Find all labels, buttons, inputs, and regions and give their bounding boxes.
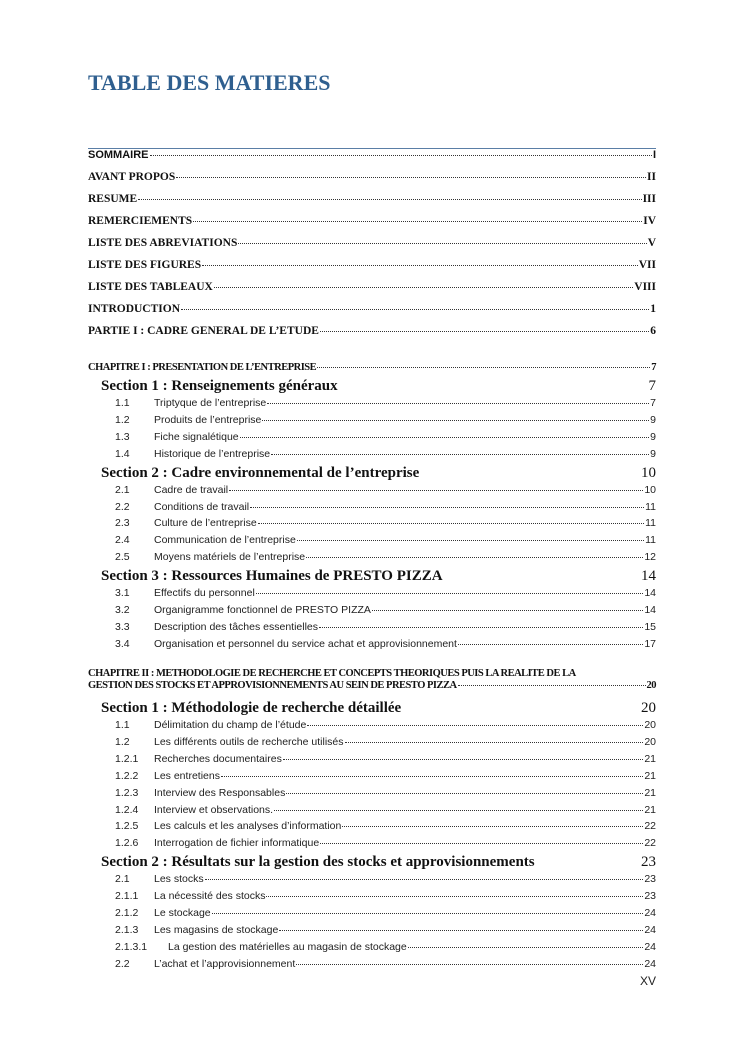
dot-leader <box>317 367 650 368</box>
dot-leader <box>296 964 643 965</box>
dot-leader <box>240 437 650 438</box>
entry-number: 2.2 <box>115 957 130 970</box>
toc-entry[interactable] <box>88 281 656 293</box>
subsection-entry[interactable] <box>115 753 656 765</box>
entry-label: AVANT PROPOS <box>88 171 176 183</box>
entry-page: 7 <box>650 397 656 409</box>
dot-leader <box>279 930 643 931</box>
entry-label: La gestion des matérielles au magasin de stockage <box>168 940 407 953</box>
entry-page: 24 <box>644 940 656 953</box>
entry-page: 1 <box>650 303 656 315</box>
entry-number: 2.1 <box>115 483 130 496</box>
entry-page: 6 <box>650 325 656 337</box>
subsection-entry[interactable] <box>115 414 656 426</box>
subsection-entry[interactable] <box>115 638 656 650</box>
entry-label: Section 3 : Ressources Humaines de PRESTO PIZZA <box>101 568 443 585</box>
entry-label: Délimitation du champ de l’étude <box>154 719 307 731</box>
subsection-entry[interactable] <box>115 736 656 748</box>
entry-number: 3.1 <box>115 587 130 600</box>
entry-page: III <box>642 193 656 205</box>
entry-page: 14 <box>644 587 656 600</box>
subsection-entry[interactable] <box>115 837 656 849</box>
subsection-entry[interactable] <box>115 517 656 529</box>
subsection-entry[interactable] <box>115 787 656 799</box>
entry-page: 20 <box>646 680 656 691</box>
entry-label: INTRODUCTION <box>88 303 181 315</box>
entry-number: 1.2 <box>115 735 130 748</box>
subsection-entry[interactable] <box>115 621 656 633</box>
entry-label: Organisation et personnel du service achat et approvisionnement <box>154 637 457 650</box>
dot-leader <box>458 644 643 645</box>
entry-label: Cadre de travail <box>154 483 229 496</box>
entry-label: Communication de l’entreprise <box>154 534 296 547</box>
section-entry[interactable] <box>101 568 656 585</box>
dot-leader <box>202 265 638 266</box>
dot-leader <box>342 826 643 827</box>
page-number: XV <box>639 974 656 988</box>
chapter-entry[interactable] <box>88 362 656 373</box>
dot-leader <box>271 454 649 455</box>
toc-entry[interactable] <box>88 193 656 205</box>
dot-leader <box>320 843 643 844</box>
entry-label: Section 1 : Méthodologie de recherche détaillée <box>101 700 402 716</box>
dot-leader <box>212 913 644 914</box>
subsection-entry[interactable] <box>115 941 656 953</box>
entry-number: 2.1 <box>115 873 130 886</box>
dot-leader <box>267 403 649 404</box>
toc-entry[interactable] <box>88 325 656 337</box>
subsection-entry[interactable] <box>115 484 656 496</box>
entry-label: Les stocks <box>154 873 204 886</box>
dot-leader <box>214 287 633 288</box>
entry-page: 17 <box>644 637 656 650</box>
entry-page: 7 <box>651 362 656 373</box>
entry-number: 2.1.3.1 <box>115 940 148 953</box>
entry-number: 1.1 <box>115 397 130 409</box>
entry-label: Les différents outils de recherche utilisés <box>154 735 344 748</box>
entry-label: Les magasins de stockage <box>154 923 279 936</box>
entry-label: Section 2 : Résultats sur la gestion des stocks et approvisionnements <box>101 854 535 871</box>
dot-leader <box>320 331 649 332</box>
entry-page: 21 <box>644 803 656 816</box>
entry-label: Organigramme fonctionnel de PRESTO PIZZA <box>154 604 371 616</box>
dot-leader <box>408 947 644 948</box>
entry-page: 9 <box>650 430 656 443</box>
entry-page: 9 <box>650 447 656 460</box>
dot-leader <box>306 557 643 558</box>
subsection-entry[interactable] <box>115 907 656 919</box>
entry-page: VIII <box>634 281 656 293</box>
toc-entry[interactable] <box>88 259 656 271</box>
dot-leader <box>221 776 643 777</box>
dot-leader <box>297 540 644 541</box>
entry-number: 1.2.2 <box>115 769 139 782</box>
entry-label: CHAPITRE I : PRESENTATION DE L’ENTREPRISE <box>88 362 317 373</box>
dot-leader <box>274 810 643 811</box>
entry-page: 24 <box>644 957 656 970</box>
page-title: TABLE DES MATIERES <box>88 70 331 95</box>
chapter-entry[interactable] <box>88 668 656 691</box>
entry-number: 1.2.4 <box>115 803 139 816</box>
entry-number: 2.4 <box>115 534 130 547</box>
dot-leader <box>150 155 652 156</box>
entry-number: 1.2.1 <box>115 752 139 765</box>
subsection-entry[interactable] <box>115 604 656 616</box>
dot-leader <box>229 490 643 491</box>
toc-entry[interactable] <box>88 215 656 227</box>
entry-page: IV <box>643 215 656 227</box>
entry-page: 24 <box>644 907 656 919</box>
entry-label: Recherches documentaires <box>154 752 282 765</box>
entry-page: 23 <box>641 854 656 871</box>
entry-page: 12 <box>644 551 656 564</box>
entry-number: 2.5 <box>115 551 130 564</box>
dot-leader <box>250 507 644 508</box>
entry-number: 2.2 <box>115 500 130 513</box>
entry-page: 20 <box>641 700 656 716</box>
entry-page: 20 <box>644 719 656 731</box>
entry-number: 2.1.1 <box>115 890 139 903</box>
dot-leader <box>256 593 644 594</box>
dot-leader <box>238 243 646 244</box>
entry-label: Historique de l’entreprise <box>154 447 271 460</box>
entry-label: Les calculs et les analyses d’information <box>154 820 342 833</box>
dot-leader <box>458 685 646 686</box>
entry-label: Fiche signalétique <box>154 430 239 443</box>
entry-label: Produits de l’entreprise <box>154 413 262 426</box>
subsection-entry[interactable] <box>115 448 656 460</box>
entry-page: VII <box>638 259 656 271</box>
entry-number: 1.4 <box>115 447 130 460</box>
dot-leader <box>372 610 643 611</box>
entry-label: Interview des Responsables <box>154 786 286 799</box>
entry-number: 2.1.3 <box>115 923 139 936</box>
entry-label: LISTE DES ABREVIATIONS <box>88 237 238 249</box>
entry-label: Les entretiens <box>154 769 220 782</box>
dot-leader <box>138 199 641 200</box>
entry-number: 1.3 <box>115 430 130 443</box>
entry-page: 23 <box>644 873 656 886</box>
section-entry[interactable] <box>101 465 656 482</box>
entry-label: Section 1 : Renseignements généraux <box>101 378 338 394</box>
subsection-entry[interactable] <box>115 719 656 731</box>
subsection-entry[interactable] <box>115 551 656 563</box>
subsection-entry[interactable] <box>115 770 656 782</box>
entry-page: 11 <box>645 534 656 547</box>
entry-label: Effectifs du personnel <box>154 587 255 600</box>
entry-label: RESUME <box>88 193 138 205</box>
entry-page: II <box>647 171 656 183</box>
entry-label: L’achat et l’approvisionnement <box>154 957 296 970</box>
entry-page: 10 <box>644 483 656 496</box>
entry-label: PARTIE I : CADRE GENERAL DE L’ETUDE <box>88 325 319 337</box>
section-entry[interactable] <box>101 378 656 395</box>
subsection-entry[interactable] <box>115 501 656 513</box>
entry-label: LISTE DES TABLEAUX <box>88 281 213 293</box>
dot-leader <box>286 793 643 794</box>
entry-label: Triptyque de l’entreprise <box>154 397 267 409</box>
entry-page: 21 <box>644 752 656 765</box>
entry-label: Interrogation de fichier informatique <box>154 837 320 850</box>
section-entry[interactable] <box>101 854 656 871</box>
subsection-entry[interactable] <box>115 431 656 443</box>
entry-page: 14 <box>644 604 656 616</box>
entry-label: Interview et observations. <box>154 803 274 816</box>
entry-page: 9 <box>650 413 656 426</box>
dot-leader <box>319 627 643 628</box>
entry-label: REMERCIEMENTS <box>88 215 193 227</box>
entry-page: 21 <box>644 769 656 782</box>
subsection-entry[interactable] <box>115 804 656 816</box>
entry-number: 1.2.3 <box>115 786 139 799</box>
entry-number: 1.2 <box>115 413 130 426</box>
entry-label: La nécessité des stocks <box>154 890 266 903</box>
section-entry[interactable] <box>101 700 656 717</box>
entry-page: I <box>652 149 656 161</box>
entry-page: 22 <box>644 820 656 833</box>
dot-leader <box>205 879 644 880</box>
entry-page: 15 <box>644 620 656 633</box>
entry-label: Description des tâches essentielles <box>154 620 319 633</box>
subsection-entry[interactable] <box>115 587 656 599</box>
entry-number: 1.2.5 <box>115 820 139 833</box>
entry-label: SOMMAIRE <box>88 149 149 161</box>
entry-label: Le stockage <box>154 907 211 919</box>
entry-page: V <box>647 237 656 249</box>
entry-number: 2.3 <box>115 517 130 530</box>
entry-label: GESTION DES STOCKS ET APPROVISIONNEMENTS AU SEIN DE PRESTO PIZZA <box>88 680 457 691</box>
entry-page: 24 <box>644 923 656 936</box>
toc-entry[interactable] <box>88 149 656 161</box>
dot-leader <box>266 896 643 897</box>
entry-page: 11 <box>645 500 656 513</box>
entry-label: Section 2 : Cadre environnemental de l’entreprise <box>101 464 420 481</box>
dot-leader <box>193 221 642 222</box>
subsection-entry[interactable] <box>115 890 656 902</box>
entry-label: Conditions de travail <box>154 500 250 513</box>
entry-number: 1.2.6 <box>115 837 139 850</box>
subsection-entry[interactable] <box>115 397 656 409</box>
dot-leader <box>176 177 646 178</box>
entry-page: 10 <box>641 464 656 481</box>
subsection-entry[interactable] <box>115 924 656 936</box>
dot-leader <box>181 309 649 310</box>
dot-leader <box>307 725 643 726</box>
entry-page: 20 <box>644 735 656 748</box>
dot-leader <box>262 420 649 421</box>
entry-page: 21 <box>644 786 656 799</box>
dot-leader <box>345 742 644 743</box>
entry-page: 23 <box>644 890 656 903</box>
entry-page: 14 <box>641 568 656 585</box>
entry-page: 7 <box>648 378 656 394</box>
entry-label: CHAPITRE II : METHODOLOGIE DE RECHERCHE ET CONCEPTS THEORIQUES PUIS LA REALITE DE LA <box>88 668 576 679</box>
toc-entry[interactable] <box>88 171 656 183</box>
entry-label: Moyens matériels de l’entreprise <box>154 551 306 564</box>
subsection-entry[interactable] <box>115 873 656 885</box>
entry-number: 2.1.2 <box>115 907 139 919</box>
entry-page: 11 <box>645 517 656 530</box>
toc-entry[interactable] <box>88 303 656 315</box>
entry-page: 22 <box>644 837 656 850</box>
toc-entry[interactable] <box>88 237 656 249</box>
dot-leader <box>258 523 644 524</box>
entry-label: Culture de l’entreprise <box>154 517 257 530</box>
subsection-entry[interactable] <box>115 958 656 970</box>
dot-leader <box>283 759 643 760</box>
subsection-entry[interactable] <box>115 534 656 546</box>
subsection-entry[interactable] <box>115 820 656 832</box>
entry-number: 3.2 <box>115 604 130 616</box>
entry-number: 3.3 <box>115 620 130 633</box>
entry-number: 3.4 <box>115 637 130 650</box>
entry-number: 1.1 <box>115 719 130 731</box>
entry-label: LISTE DES FIGURES <box>88 259 202 271</box>
